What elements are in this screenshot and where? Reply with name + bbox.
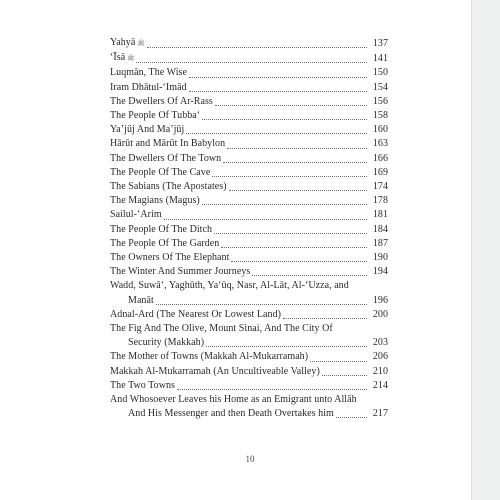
toc-entry-page: 166 <box>372 152 388 164</box>
toc-entry-title: Makkah Al-Mukarramah (An Uncultiveable Valley) <box>110 365 320 377</box>
toc-entry-title: The Two Towns <box>110 379 175 391</box>
toc-entry <box>110 350 388 364</box>
toc-entry <box>110 137 388 151</box>
toc-entry-title: The People Of Tubba‘ <box>110 110 201 122</box>
honorific-mark: ﷺ <box>127 56 135 63</box>
toc-entry-title: The People Of The Ditch <box>110 223 213 235</box>
dot-leader <box>223 161 367 163</box>
dot-leader <box>227 147 367 149</box>
toc-entry <box>110 152 388 166</box>
toc-entry <box>110 123 388 137</box>
toc-entry-page: 196 <box>372 294 388 306</box>
toc-entry-title: The Mother of Towns (Makkah Al-Mukarramah) <box>110 351 309 363</box>
toc-entry-title-line2: Manāt <box>128 294 154 306</box>
toc-entry-title: The People Of The Cave <box>110 166 211 178</box>
toc-entry-page: 200 <box>372 308 388 320</box>
toc-entry-page: 174 <box>372 181 388 193</box>
toc-entry <box>110 166 388 180</box>
dot-leader <box>136 61 367 63</box>
toc-entry-title: The Sabians (The Apostates) <box>110 181 227 193</box>
dot-leader <box>214 232 367 234</box>
table-of-contents <box>110 36 388 421</box>
toc-entry-page: 163 <box>372 138 388 150</box>
toc-entry <box>110 365 388 379</box>
toc-entry-title-line1: The Fig And The Olive, Mount Sinai, And The City Of <box>110 323 333 335</box>
toc-entry-title: The Winter And Summer Journeys <box>110 266 251 278</box>
dot-leader <box>147 46 367 48</box>
toc-entry-title: The People Of The Garden <box>110 237 220 249</box>
dot-leader <box>336 416 367 418</box>
dot-leader <box>202 118 367 120</box>
toc-entry-page: 158 <box>372 110 388 122</box>
toc-entry-title: Sailul-‘Arim <box>110 209 162 221</box>
dot-leader <box>283 317 367 319</box>
toc-entry-title: Ya’jūj And Ma’jūj <box>110 124 185 136</box>
toc-entry-title-line2: Security (Makkah) <box>128 337 205 349</box>
toc-entry <box>110 95 388 109</box>
toc-entry <box>110 36 388 51</box>
dot-leader <box>231 260 367 262</box>
toc-entry <box>110 180 388 194</box>
toc-entry-page: 194 <box>372 266 388 278</box>
toc-entry-title: ‘Īsā ﷺ <box>110 52 135 64</box>
toc-entry <box>110 81 388 95</box>
toc-entry-title-line1: Wadd, Suwā‘, Yaghūth, Ya‘ūq, Nasr, Al-Lāt, Al-‘Uzza, and <box>110 280 349 292</box>
toc-entry-page: 187 <box>372 237 388 249</box>
toc-entry-title: Adnal-Ard (The Nearest Or Lowest Land) <box>110 308 282 320</box>
dot-leader <box>186 132 367 134</box>
honorific-mark: ﷺ <box>137 41 145 47</box>
dot-leader <box>156 303 367 305</box>
toc-entry <box>110 379 388 393</box>
dot-leader <box>202 203 367 205</box>
dot-leader <box>189 76 367 78</box>
toc-entry-title: Hārūt and Mārūt In Babylon <box>110 138 226 150</box>
toc-entry-page: 160 <box>372 124 388 136</box>
dot-leader <box>206 345 367 347</box>
toc-entry-title: The Dwellers Of Ar-Rass <box>110 95 213 107</box>
dot-leader <box>177 388 367 390</box>
toc-entry <box>110 308 388 322</box>
toc-entry <box>110 237 388 251</box>
toc-entry-page: 137 <box>372 38 388 49</box>
dot-leader <box>164 218 367 220</box>
toc-entry <box>110 265 388 279</box>
toc-entry-page: 169 <box>372 166 388 178</box>
dot-leader <box>310 360 367 362</box>
dot-leader <box>221 246 367 248</box>
toc-entry-page: 190 <box>372 252 388 264</box>
toc-entry <box>110 223 388 237</box>
toc-entry-title: Yahyā ﷺ <box>110 37 145 48</box>
toc-entry-title: The Dwellers Of The Town <box>110 152 222 164</box>
toc-entry-title: The Owners Of The Elephant <box>110 252 230 264</box>
toc-entry <box>110 66 388 80</box>
toc-entry-page: 210 <box>372 365 388 377</box>
dot-leader <box>212 175 367 177</box>
toc-entry-title-line1: And Whosoever Leaves his Home as an Emigrant unto Allāh <box>110 394 357 406</box>
page-number: 10 <box>245 454 255 464</box>
toc-entry-page: 178 <box>372 195 388 207</box>
dot-leader <box>215 104 367 106</box>
toc-entry-page: 184 <box>372 223 388 235</box>
toc-entry-page: 214 <box>372 379 388 391</box>
toc-entry <box>110 251 388 265</box>
dot-leader <box>229 189 367 191</box>
toc-entry-multiline <box>110 322 388 350</box>
toc-entry <box>110 208 388 222</box>
page-edge <box>471 0 500 500</box>
toc-entry-page: 150 <box>372 67 388 79</box>
toc-entry-page: 217 <box>372 408 388 420</box>
toc-entry <box>110 109 388 123</box>
toc-entry <box>110 194 388 208</box>
toc-entry-title: The Magians (Magus) <box>110 195 200 207</box>
dot-leader <box>189 90 367 92</box>
toc-entry-multiline <box>110 393 388 421</box>
toc-entry <box>110 51 388 66</box>
toc-entry-title-line2: And His Messenger and then Death Overtakes him <box>128 408 334 420</box>
toc-entry-page: 203 <box>372 337 388 349</box>
toc-entry-title: Iram Dhātul-‘Imād <box>110 81 187 93</box>
toc-entry-page: 154 <box>372 81 388 93</box>
dot-leader <box>252 274 367 276</box>
toc-entry-page: 181 <box>372 209 388 221</box>
toc-entry-multiline <box>110 279 388 307</box>
toc-entry-page: 141 <box>372 53 388 65</box>
toc-entry-title: Luqmān, The Wise <box>110 67 187 79</box>
toc-entry-page: 156 <box>372 95 388 107</box>
dot-leader <box>322 374 367 376</box>
toc-entry-page: 206 <box>372 351 388 363</box>
